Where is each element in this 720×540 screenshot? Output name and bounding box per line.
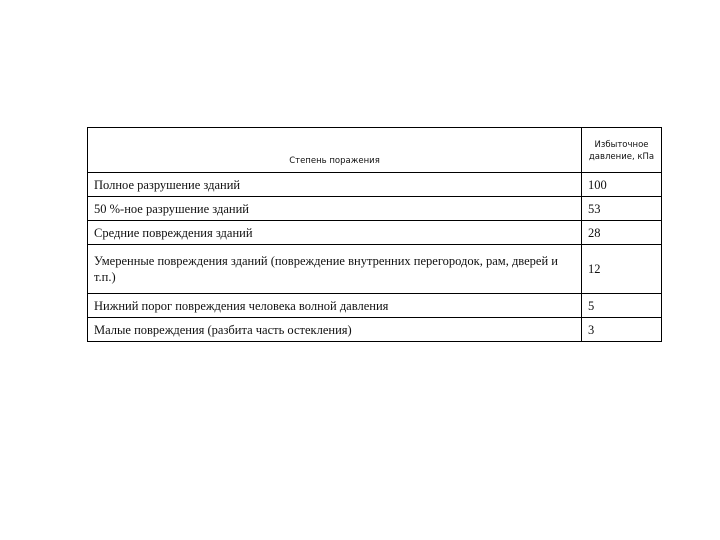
table-row <box>88 318 662 342</box>
table-row <box>88 197 662 221</box>
row-label: Средние повреждения зданий <box>88 221 582 245</box>
header-degree: Степень поражения <box>88 128 582 173</box>
row-label: Умеренные повреждения зданий (повреждение внутренних перегородок, рам, дверей и т.п.) <box>88 245 582 294</box>
row-value: 3 <box>582 318 662 342</box>
row-value: 28 <box>582 221 662 245</box>
table-row <box>88 294 662 318</box>
row-value: 12 <box>582 245 662 294</box>
table-row <box>88 221 662 245</box>
header-pressure: Избыточное давление, кПа <box>582 128 662 173</box>
row-value: 53 <box>582 197 662 221</box>
row-value: 100 <box>582 173 662 197</box>
row-label: Нижний порог повреждения человека волной давления <box>88 294 582 318</box>
row-label: 50 %-ное разрушение зданий <box>88 197 582 221</box>
damage-table <box>87 127 662 342</box>
row-label: Полное разрушение зданий <box>88 173 582 197</box>
table-header-row <box>88 128 662 173</box>
table-row <box>88 245 662 294</box>
row-label: Малые повреждения (разбита часть остекления) <box>88 318 582 342</box>
table-row <box>88 173 662 197</box>
row-value: 5 <box>582 294 662 318</box>
